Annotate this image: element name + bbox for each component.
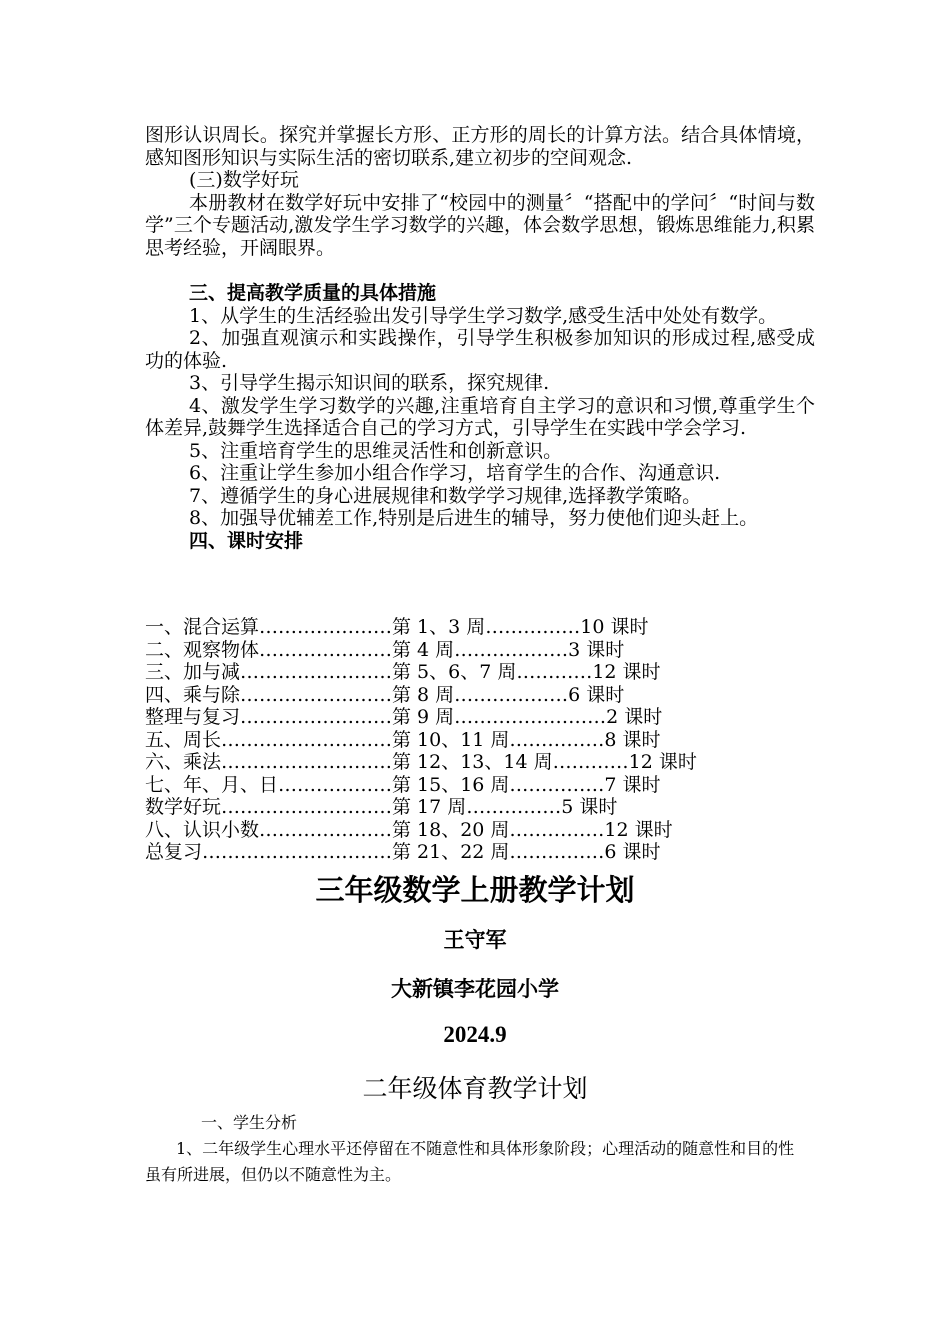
school-name: 大新镇李花园小学 (391, 977, 559, 1001)
schedule-row: 整理与复习……………………第 9 周……………………2 课时 (145, 706, 663, 728)
date-label: 2024.9 (443, 1022, 507, 1047)
section-heading: 三、提高教学质量的具体措施 (189, 282, 437, 304)
measure-item: 6、注重让学生参加小组合作学习，培育学生的合作、沟通意识. (189, 462, 721, 484)
schedule-row: 二、观察物体…………………第 4 周………………3 课时 (145, 638, 625, 661)
measure-item: 3、引导学生揭示知识间的联系，探究规律. (189, 372, 550, 394)
pe-paragraph: 1、二年级学生心理水平还停留在不随意性和具体形象阶段；心理活动的随意性和目的性虽有所进展，但仍以不随意性为主。 (145, 1139, 795, 1184)
schedule-row: 七、年、月、日………………第 15、16 周……………7 课时 (145, 773, 661, 796)
schedule-row: 四、乘与除……………………第 8 周………………6 课时 (145, 683, 625, 706)
schedule-row: 八、认识小数…………………第 18、20 周……………12 课时 (145, 818, 673, 841)
pe-plan-title: 二年级体育教学计划 (362, 1074, 588, 1103)
section-three (145, 282, 815, 552)
section-heading: 四、课时安排 (189, 529, 304, 552)
measure-item: 8、加强导优辅差工作,特别是后进生的辅导，努力使他们迎头赶上。 (189, 507, 759, 529)
measure-item: 7、遵循学生的身心进展规律和数学学习规律,选择教学策略。 (189, 484, 702, 507)
measure-item: 5、注重培育学生的思维灵活性和创新意识。 (189, 439, 563, 462)
schedule-row: 五、周长………………………第 10、11 周……………8 课时 (145, 728, 661, 751)
measure-item: 1、从学生的生活经验出发引导学生学习数学,感受生活中处处有数学。 (189, 304, 778, 327)
geometry-paragraph: 图形认识周长。探究并掌握长方形、正方形的周长的计算方法。结合具体情境，感知图形知识与实际生活的密切联系,建立初步的空间观念. (145, 124, 815, 169)
measure-item: 4、激发学生学习数学的兴趣,注重培育自主学习的意识和习惯,尊重学生个体差异,鼓舞学生选择适合自己的学习方式，引导学生在实践中学会学习. (145, 394, 815, 439)
math-fun-paragraph: 本册教材在数学好玩中安排了“校园中的测量〞“搭配中的学问〞“时间与数学”三个专题活动,激发学生学习数学的兴趣，体会数学思想，锻炼思维能力,积累思考经验，开阔眼界。 (145, 191, 815, 259)
schedule-row: 三、加与减……………………第 5、6、7 周…………12 课时 (145, 661, 661, 683)
schedule-list (145, 616, 825, 864)
subsection-heading: (三)数学好玩 (189, 169, 299, 191)
schedule-row: 一、混合运算…………………第 1、3 周……………10 课时 (145, 616, 649, 638)
schedule-row: 六、乘法………………………第 12、13、14 周…………12 课时 (145, 751, 697, 773)
document-title: 三年级数学上册教学计划 (315, 873, 635, 907)
measure-item: 2、加强直观演示和实践操作，引导学生积极参加知识的形成过程,感受成功的体验. (145, 327, 815, 372)
section-two-tail (145, 124, 815, 259)
schedule-row: 数学好玩………………………第 17 周……………5 课时 (145, 796, 618, 818)
schedule-row: 总复习…………………………第 21、22 周……………6 课时 (145, 841, 661, 863)
pe-section-heading: 一、学生分析 (201, 1113, 298, 1132)
author-name: 王守军 (443, 928, 507, 952)
